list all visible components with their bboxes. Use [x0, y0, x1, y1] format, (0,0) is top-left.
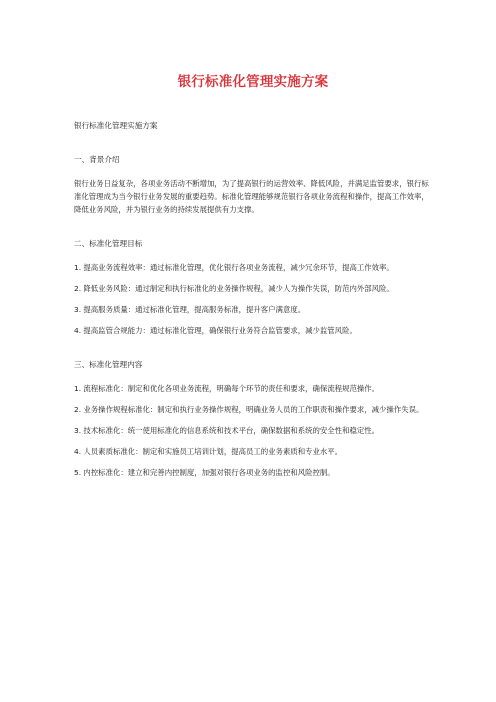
- list-item: 3. 技术标准化：统一使用标准化的信息系统和技术平台，确保数据和系统的安全性和稳定性。: [74, 426, 380, 435]
- section-goals: [74, 238, 432, 337]
- document-subtitle: 银行标准化管理实施方案: [74, 121, 158, 130]
- document-title: 银行标准化管理实施方案: [177, 74, 329, 90]
- list-item: 1. 流程标准化：制定和优化各项业务流程，明确每个环节的责任和要求，确保流程规范操作。: [74, 384, 380, 393]
- list-item: 4. 提高监管合规能力：通过标准化管理，确保银行业务符合监管要求，减少监管风险。: [74, 326, 357, 335]
- section-background: [74, 154, 432, 216]
- section-heading: 一、背景介绍: [74, 155, 120, 164]
- list-item: 2. 业务操作规程标准化：制定和执行业务操作规程，明确业务人员的工作职责和操作要求，减少操作失误。: [74, 405, 424, 414]
- section-contents: [74, 359, 432, 479]
- section-paragraph: 银行业务日益复杂，各项业务活动不断增加，为了提高银行的运营效率、降低风险，并满足监管要求，银行标准化管理成为当今银行业务发展的重要趋势。标准化管理能够规范银行各项业务流程和操作，提高工作效率，降低业务风险，并为银行业务的持续发展提供有力支撑。: [74, 179, 429, 214]
- list-item: 3. 提高服务质量：通过标准化管理，提高服务标准，提升客户满意度。: [74, 305, 306, 314]
- list-item: 2. 降低业务风险：通过制定和执行标准化的业务操作规程，减少人为操作失误，防范内外部风险。: [74, 284, 394, 293]
- list-item: 4. 人员素质标准化：制定和实施员工培训计划，提高员工的业务素质和专业水平。: [74, 447, 343, 456]
- list-item: 1. 提高业务流程效率：通过标准化管理，优化银行各项业务流程，减少冗余环节，提高工作效率。: [74, 263, 394, 272]
- list-item: 5. 内控标准化：建立和完善内控制度，加强对银行各项业务的监控和风险控制。: [74, 468, 335, 477]
- section-heading: 三、标准化管理内容: [74, 360, 143, 369]
- section-heading: 二、标准化管理目标: [74, 239, 143, 248]
